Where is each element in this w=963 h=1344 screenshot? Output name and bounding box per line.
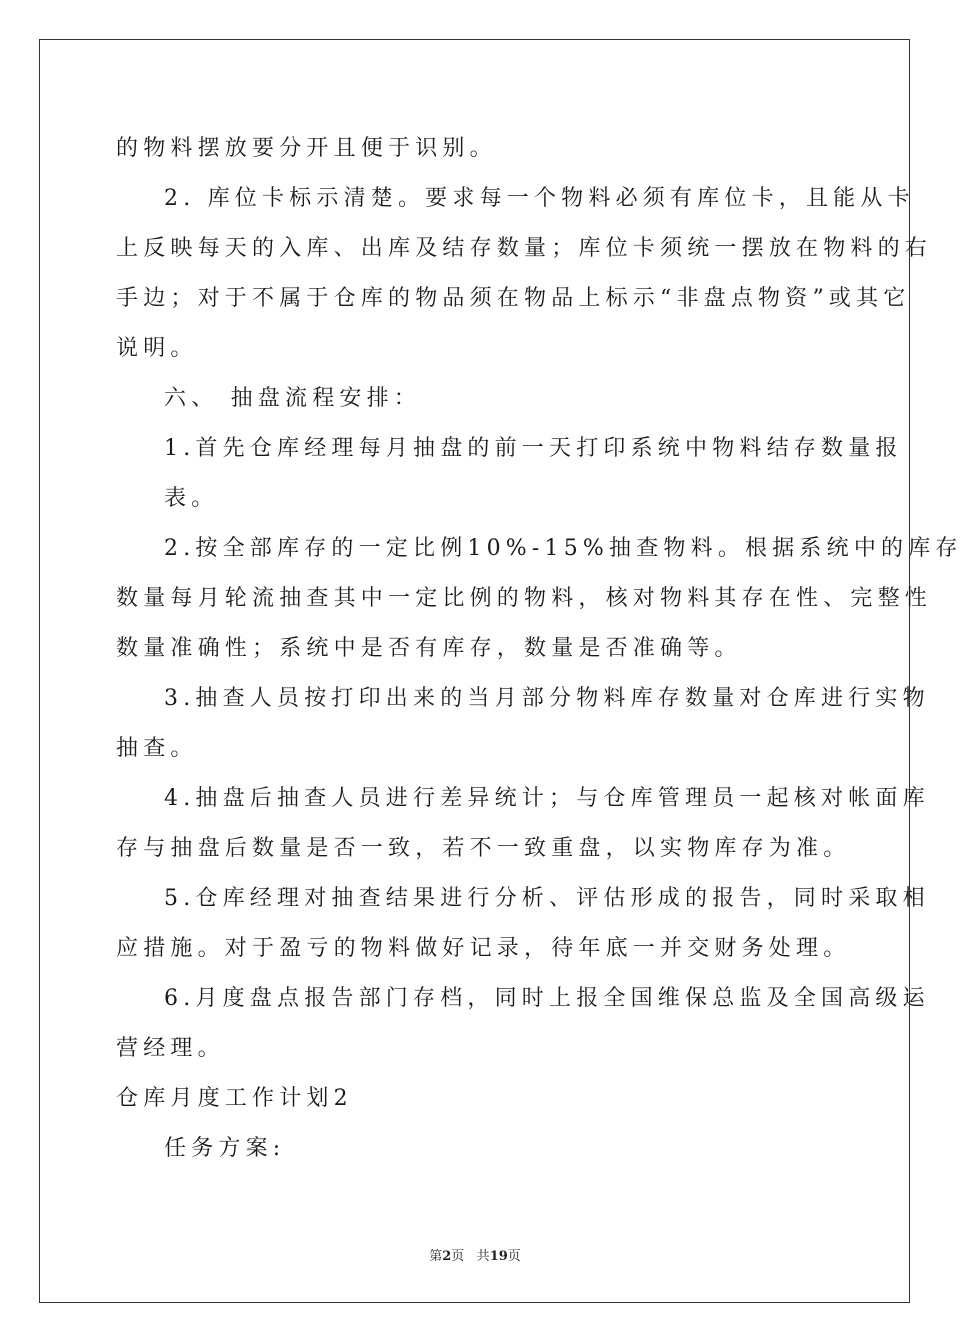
text-line: 2.按全部库存的一定比例10%-15%抽查物料。根据系统中的库存 bbox=[164, 536, 963, 561]
text-line: 3.抽查人员按打印出来的当月部分物料库存数量对仓库进行实物 bbox=[164, 686, 930, 711]
text-line: 应措施。对于盈亏的物料做好记录，待年底一并交财务处理。 bbox=[116, 936, 851, 961]
text-line: 存与抽盘后数量是否一致，若不一致重盘，以实物库存为准。 bbox=[116, 836, 851, 861]
footer-page-word: 页 bbox=[451, 1249, 465, 1264]
document-body bbox=[116, 124, 963, 1174]
text-line: 营经理。 bbox=[116, 1036, 225, 1061]
text-line: 1.首先仓库经理每月抽盘的前一天打印系统中物料结存数量报 bbox=[164, 436, 903, 461]
text-line: 2. 库位卡标示清楚。要求每一个物料必须有库位卡，且能从卡 bbox=[164, 186, 915, 211]
section-heading: 六、 抽盘流程安排： bbox=[164, 386, 421, 411]
text-line: 的物料摆放要分开且便于识别。 bbox=[116, 136, 497, 161]
text-line: 数量每月轮流抽查其中一定比例的物料，核对物料其存在性、完整性 bbox=[116, 586, 933, 611]
text-line: 数量准确性；系统中是否有库存，数量是否准确等。 bbox=[116, 636, 742, 661]
text-line: 说明。 bbox=[116, 336, 198, 361]
footer-total-suffix: 页 bbox=[507, 1249, 521, 1264]
text-line: 5.仓库经理对抽查结果进行分析、评估形成的报告，同时采取相 bbox=[164, 886, 930, 911]
text-line: 表。 bbox=[164, 486, 219, 511]
text-line: 4.抽盘后抽查人员进行差异统计；与仓库管理员一起核对帐面库 bbox=[164, 786, 930, 811]
text-line: 手边；对于不属于仓库的物品须在物品上标示“非盘点物资”或其它 bbox=[116, 286, 911, 311]
text-line: 抽查。 bbox=[116, 736, 198, 761]
footer-total-prefix: 共 bbox=[476, 1249, 490, 1264]
text-line: 上反映每天的入库、出库及结存数量；库位卡须统一摆放在物料的右 bbox=[116, 236, 933, 261]
total-page-count: 19 bbox=[489, 1249, 508, 1264]
footer-prefix: 第 bbox=[429, 1249, 443, 1264]
document-title: 仓库月度工作计划2 bbox=[116, 1086, 353, 1111]
text-line: 6.月度盘点报告部门存档，同时上报全国维保总监及全国高级运 bbox=[164, 986, 930, 1011]
text-line: 任务方案: bbox=[164, 1136, 286, 1161]
current-page-number: 2 bbox=[442, 1249, 452, 1264]
page-footer bbox=[0, 1245, 950, 1264]
